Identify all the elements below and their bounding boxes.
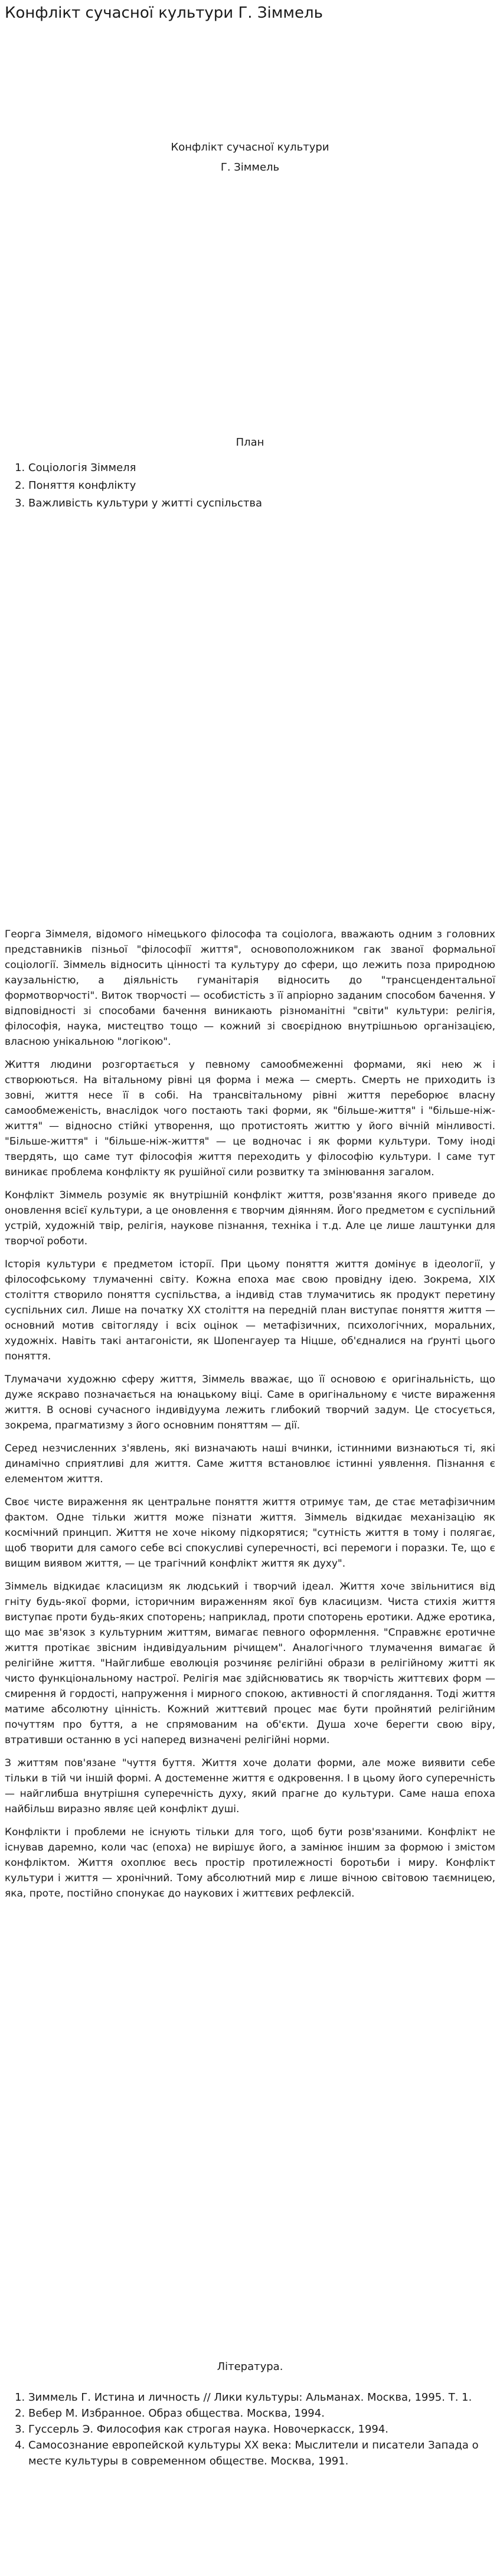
literature-heading: Література. [217,2361,283,2373]
literature-item: 4. Самосознание европейской культуры XX века: Мыслители и писатели Запада о месте культуры в современном обществе. Москва, 1991. [28,2437,495,2469]
literature-item: 1. Зиммель Г. Истина и личность // Лики культуры: Альманах. Москва, 1995. Т. 1. [28,2389,495,2405]
literature-list [0,2389,495,2469]
document-author: Г. Зіммель [220,161,280,174]
paragraph: Зіммель відкидає класицизм як людський і творчий ідеал. Життя хоче звільнитися від гніту будь-якої форми, історичним вираженням якої був класицизм. Чиста стихія життя виступає проти будь-яких споторень; наприклад, проти споторень еротики. Адже еротика, що має зв'язок з культурним життям, вимагає певного оформлення. "Справжнє еротичне життя протікає звісним індивідуальним річищем". Аналогічного тлумачення вимагає й релігійне життя. "Найглибше еволюція розчиняє релігійні образи в релігійному житті як чисто функціональному настрої. Релігія має здійснюватись як творчість життєвих форм — смирення й гордості, напруження і мирного спокою, активності й споглядання. Тоді життя матиме абсолютну цінність. Кожний життєвий процес має бути пройнятий релігійним почуттям про буття, а не спрямованим на об'єкти. Душа хоче берегти свою віру, втративши останню в усі наперед визначені релігійні норми. [5,1581,495,1746]
plan-list [0,459,262,512]
plan-heading: План [236,436,264,449]
plan-item: 3. Важливість культури у житті суспільства [28,495,262,512]
paragraph: Своє чисте вираження як центральне поняття життя отримує там, де стає метафізичним фактом. Одне тільки життя може пізнати життя. Зіммель відкидає механізацію як космічний принцип. Життя не хоче нікому підкорятися; "сутність життя в тому і полягає, щоб творити для самого себе всі спокусливі суперечності, всі перемоги і поразки. Те, що є вищим виявом життя, — це трагічний конфлікт життя як духу". [5,1496,495,1570]
paragraph: Георга Зіммеля, відомого німецького філософа та соціолога, вважають одним з головних представників пізньої "філософії життя", основоположником гак званої формальної соціології. Зіммель відносить цінності та культуру до сфери, що лежить поза природною каузальністю, а діяльність гуманітарія відносить до "трансцендентальної формотворчості". Виток творчості — особистість з її апріорно заданим способом бачення. У відповідності зі способами бачення виникають різноманітні "світи" культури: релігія, філософія, наука, мистецтво тощо — кожний зі своєрідною внутрішньою організацією, власною унікальною "логікою". [5,929,495,1048]
literature-item: 2. Вебер М. Избранное. Образ общества. Москва, 1994. [28,2405,495,2421]
paragraph: Історія культури є предметом історії. При цьому поняття життя домінує в ідеології, у філософському тлумаченні світу. Кожна епоха має свою провідну ідею. Зокрема, XIX століття створило поняття суспільства, а індивід став тлумачитись як продукт перетину суспільних сил. Лише на початку XX століття на передній план виступає поняття життя — основний мотив світогляду і всіх оцінок — метафізичних, психологічних, моральних, художніх. Навіть такі антагоністи, як Шопенгауер та Ніцше, об'єдналися на ґрунті цього поняття. [5,1258,495,1362]
plan-item: 1. Соціологія Зіммеля [28,459,262,477]
essay-body [5,927,495,1909]
plan-item: 2. Поняття конфлікту [28,477,262,495]
page-title: Конфлікт сучасної культури Г. Зіммель [5,4,323,22]
paragraph: Життя людини розгортається у певному самообмеженні формами, які нею ж і створюються. На вітальному рівні ця форма і межа — смерть. Смерть не приходить із зовні, життя несе її в собі. На трансвітальному рівні життя переборює власну самообмеженість, внаслідок чого постають такі форми, як "більше-життя" і "більше-ніж-життя" — відносно стійкі утворення, що протистоять життю у його вічній мінливості. "Більше-життя" і "більше-ніж-життя" — це водночас і як форми культури. Тому іноді твердять, що саме тут філософія життя переходить у філософію культури. І саме тут виникає проблема конфлікту як рушійної сили розвитку та змінювання загалом. [5,1059,495,1178]
literature-item: 3. Гуссерль Э. Философия как строгая наука. Новочеркасск, 1994. [28,2421,495,2437]
paragraph: Конфлікт Зіммель розуміє як внутрішній конфлікт життя, розв'язання якого приведе до оновлення всієї культури, а це оновлення є творчим діянням. Його предметом є суспільний устрій, художній твір, релігія, наукове пізнання, техніка і т.д. Але це лише лаштунки для творчої роботи. [5,1189,495,1247]
paragraph: З життям пов'язане "чуття буття. Життя хоче долати форми, але може виявити себе тільки в тій чи іншій формі. А достеменне життя є одкровення. І в цьому його суперечність — найглибша внутрішня суперечність духу, який прагне до культури. Саме наша епоха найбільш виразно являє цей конфлікт душі. [5,1757,495,1815]
paragraph: Конфлікти і проблеми не існують тільки для того, щоб бути розв'язаними. Конфлікт не існував даремно, коли час (епоха) не вирішує його, а замінює іншим за формою і змістом конфліктом. Життя охоплює весь простір протилежності боротьби і миру. Конфлікт культури і життя — хронічний. Тому абсолютний мир є лише вічною світовою таємницею, яка, проте, постійно спонукає до наукових і життєвих рефлексій. [5,1826,495,1900]
paragraph: Тлумачачи художню сферу життя, Зіммель вважає, що її основою є оригінальність, що дуже яскраво позначається на юнацькому віці. Саме в оригінальному є чисте вираження життя. В основі сучасного індивідуума лежить глибокий творчий задум. Це стосується, зокрема, прагматизму з його основним поняттям — дії. [5,1374,495,1431]
paragraph: Серед незчисленних з'явлень, які визначають наші вчинки, істинними визнаються ті, які динамічно сприятливі для життя. Саме життя встановлює істинні уявлення. Пізнання є елементом життя. [5,1443,495,1485]
document-title: Конфлікт сучасної культури [171,141,329,153]
